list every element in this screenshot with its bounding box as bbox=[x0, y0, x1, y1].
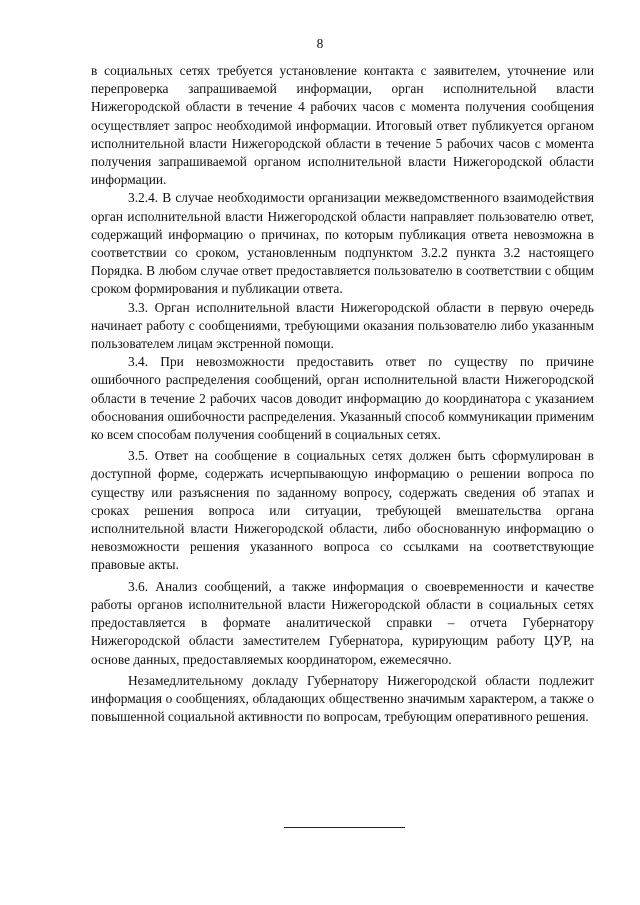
closing-divider-line bbox=[284, 827, 405, 828]
page-number: 8 bbox=[316, 36, 324, 51]
paragraph-3-5: 3.5. Ответ на сообщение в социальных сетях должен быть сформулирован в доступной форме, содержать исчерпывающую информацию о решении вопроса по существу или разъяснения по заданному вопросу, содержать сведения об этапах и сроках решения вопроса или ситуации, требующей вмешательства органа исполнительной власти Нижегородской области, либо обоснованную информацию о невозможности решения указанного вопроса со ссылками на соответствующие правовые акты. bbox=[91, 448, 594, 573]
paragraph-3-4: 3.4. При невозможности предоставить ответ по существу по причине ошибочного распределения сообщений, орган исполнительной власти Нижегородской области в течение 2 рабочих часов доводит информацию до координатора с указанием обоснования ошибочности распределения. Указанный способ коммуникации применим ко всем способам получения сообщений в социальных сетях. bbox=[91, 354, 594, 443]
paragraph-continuation: в социальных сетях требуется установление контакта с заявителем, уточнение или перепроверка запрашиваемой информации, орган исполнительной власти Нижегородской области в течение 4 рабочих часов с момента получения сообщения осуществляет запрос необходимой информации. Итоговый ответ публикуется органом исполнительной власти Нижегородской области в течение 5 рабочих часов с момента получения запрашиваемой органом исполнительной власти Нижегородской области информации. bbox=[91, 63, 594, 188]
document-body bbox=[91, 62, 594, 726]
paragraph-3-2-4: 3.2.4. В случае необходимости организации межведомственного взаимодействия орган исполнительной власти Нижегородской области направляет пользователю ответ, содержащий информацию о причинах, по которым публикация ответа невозможна в соответствии со сроком, установленным подпунктом 3.2.2 пункта 3.2 настоящего Порядка. В любом случае ответ предоставляется пользователю в соответствии с общим сроком формирования и публикации ответа. bbox=[91, 190, 594, 297]
paragraph-urgent-report: Незамедлительному докладу Губернатору Нижегородской области подлежит информация о сообщениях, обладающих общественно значимым характером, а также о повышенной социальной активности по вопросам, требующим оперативного решения. bbox=[91, 672, 594, 725]
paragraph-3-6: 3.6. Анализ сообщений, а также информация о своевременности и качестве работы органов исполнительной власти Нижегородской области в социальных сетях предоставляется в формате аналитической справки – отчета Губернатору Нижегородской области заместителем Губернатора, курирующим работу ЦУР, на основе данных, предоставляемых координатором, ежемесячно. bbox=[91, 578, 594, 667]
paragraph-3-3: 3.3. Орган исполнительной власти Нижегородской области в первую очередь начинает работу с сообщениями, требующими оказания пользователю либо указанным пользователем лицам экстренной помощи. bbox=[91, 299, 594, 352]
